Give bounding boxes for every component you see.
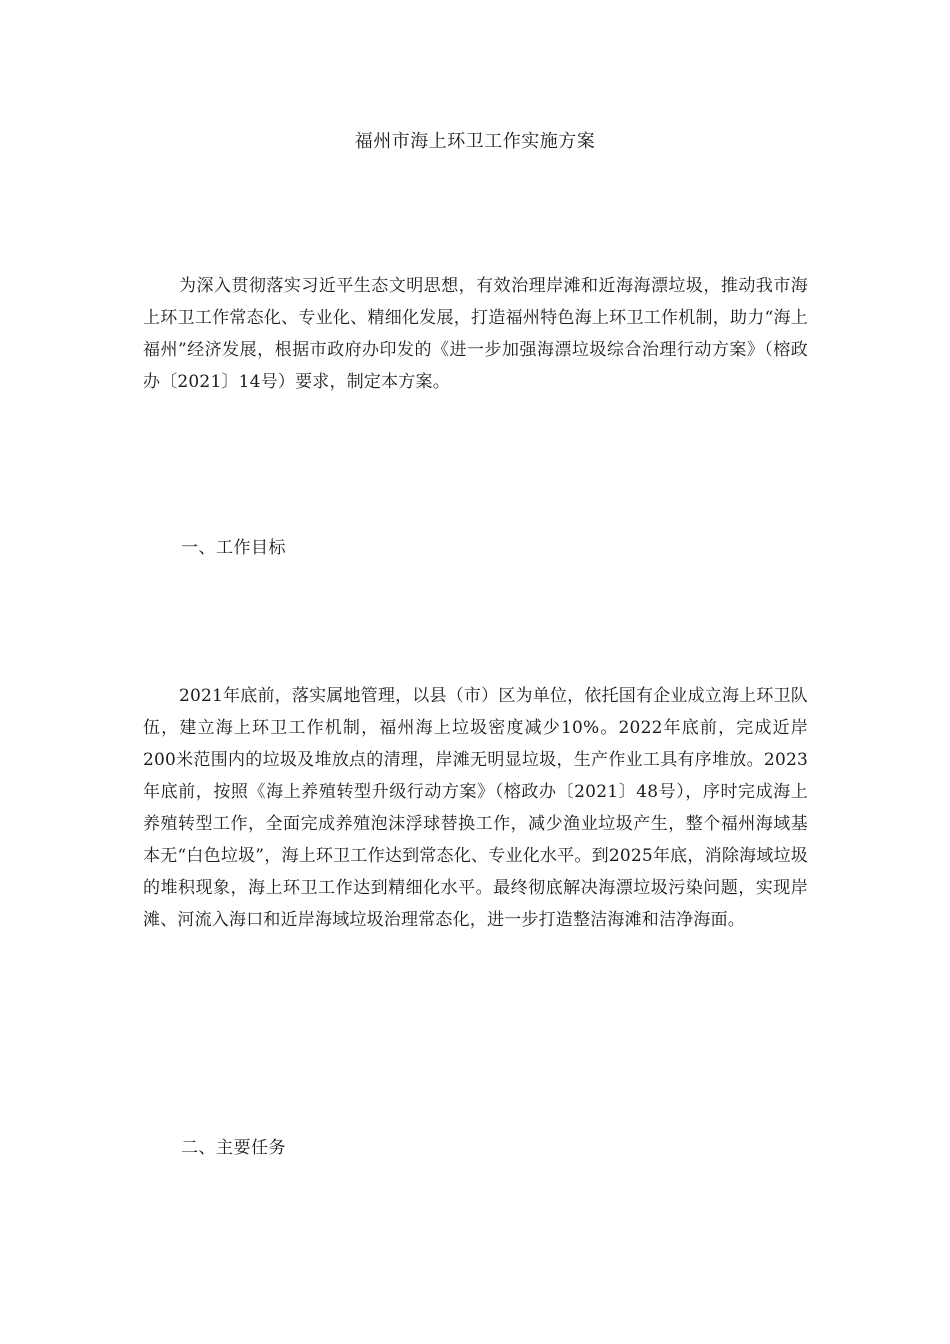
section-heading-goals: 一、工作目标	[181, 538, 286, 558]
document-title: 福州市海上环卫工作实施方案	[354, 131, 596, 152]
intro-paragraph: 为深入贯彻落实习近平生态文明思想，有效治理岸滩和近海海漂垃圾，推动我市海上环卫工作常态化、专业化、精细化发展，打造福州特色海上环卫工作机制，助力“海上福州”经济发展，根据市政府办印发的《进一步加强海漂垃圾综合治理行动方案》（榕政办〔2021〕14号）要求，制定本方案。	[143, 276, 808, 392]
goals-paragraph: 2021年底前，落实属地管理，以县（市）区为单位，依托国有企业成立海上环卫队伍，建立海上环卫工作机制，福州海上垃圾密度减少10%。2022年底前，完成近岸200米范围内的垃圾及堆放点的清理，岸滩无明显垃圾，生产作业工具有序堆放。2023年底前，按照《海上养殖转型升级行动方案》（榕政办〔2021〕48号），序时完成海上养殖转型工作，全面完成养殖泡沫浮球替换工作，减少渔业垃圾产生，整个福州海域基本无“白色垃圾”，海上环卫工作达到常态化、专业化水平。到2025年底，消除海域垃圾的堆积现象，海上环卫工作达到精细化水平。最终彻底解决海漂垃圾污染问题，实现岸滩、河流入海口和近岸海域垃圾治理常态化，进一步打造整洁海滩和洁净海面。	[143, 686, 809, 930]
section-heading-tasks: 二、主要任务	[181, 1138, 286, 1158]
